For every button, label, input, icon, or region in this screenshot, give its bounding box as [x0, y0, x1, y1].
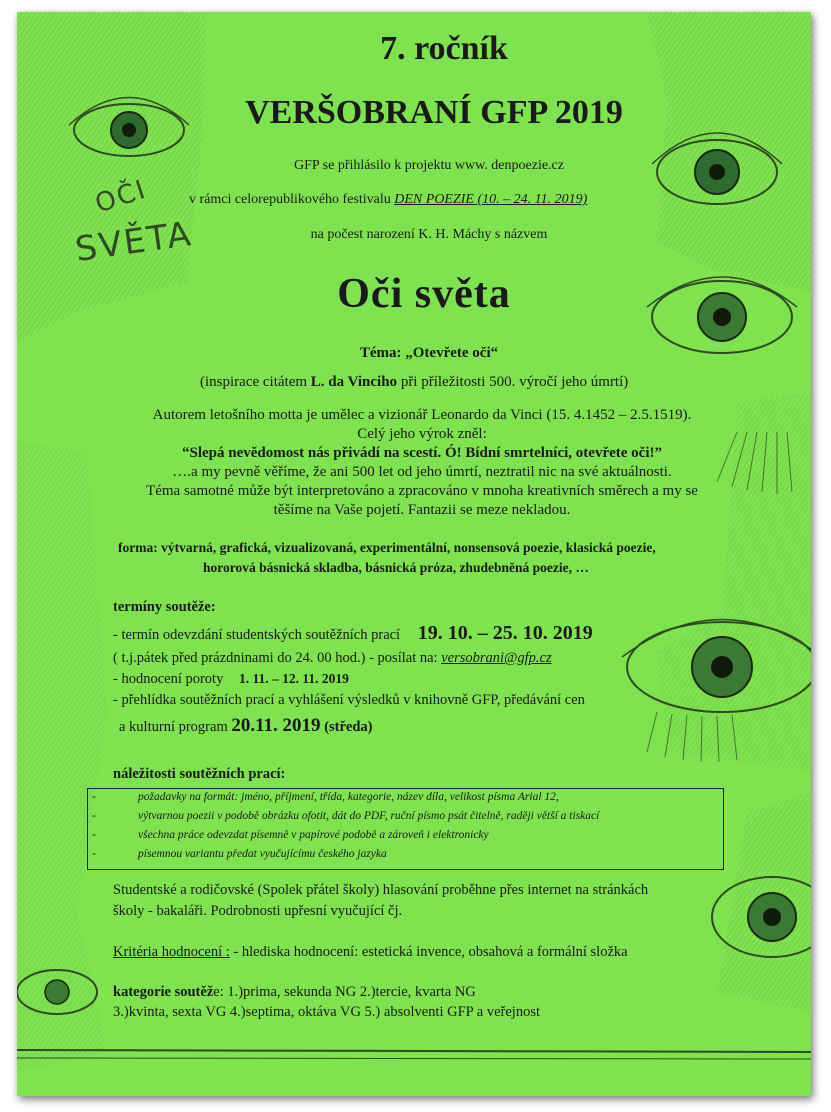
categories-label: kategorie soutěž: [113, 984, 214, 1000]
requirements-heading: náležitosti soutěžních prací:: [113, 766, 286, 782]
intro-line-2-prefix: v rámci celorepublikového festivalu: [189, 192, 395, 207]
den-poezie-link[interactable]: DEN POEZIE (10. – 24. 11. 2019): [394, 192, 588, 207]
term-jury-label: - hodnocení poroty: [113, 671, 224, 687]
term-submission-label: - termín odevzdání studentských soutěžních prací: [113, 627, 401, 643]
requirement-text: všechna práce odevzdat písemně v papírové podobě a zároveň i elektronicky: [138, 829, 489, 841]
terms-heading: termíny soutěže:: [113, 599, 216, 615]
forma-line-2: hororová básnická skladba, básnická próza, zhudebněná poezie, …: [203, 560, 589, 575]
intro-line-2: [189, 192, 587, 208]
paragraph-line-4: ….a my pevně věříme, že ani 500 let od jeho úmrtí, neztratil nic na své aktuálnosti.: [172, 464, 672, 480]
categories-first-group: e: 1.)prima, sekunda NG 2.)tercie, kvarta NG: [213, 984, 476, 1000]
paragraph-line-1: Autorem letošního motta je umělec a vizionář Leonardo da Vinci (15. 4.1452 – 2.5.1519).: [152, 407, 692, 423]
inspiration-suffix: při příležitosti 500. výročí jeho úmrtí): [397, 374, 629, 390]
leonardo-quote: “Slepá nevědomost nás přivádí na scestí. Ó! Bídní smrtelníci, otevřete oči!”: [182, 445, 662, 461]
paragraph-line-2: Celý jeho výrok zněl:: [357, 426, 487, 442]
term-showcase: - přehlídka soutěžních prací a vyhlášení výsledků v knihovně GFP, předávání cen: [113, 692, 585, 708]
term-send: [113, 650, 552, 667]
requirement-text: požadavky na formát: jméno, příjmení, třída, kategorie, název díla, velikost písma Arial 12,: [138, 791, 559, 803]
forma-line-1: forma: výtvarná, grafická, vizualizovaná, experimentální, nonsensová poezie, klasická poezie,: [118, 540, 656, 555]
requirement-dash: -: [92, 791, 96, 803]
collage-word-sveta: SVĚTA: [72, 214, 195, 270]
requirement-text: výtvarnou poezii v podobě obrázku ofotit, dát do PDF, ruční písmo psát čitelně, raději větší a tiskací: [138, 810, 600, 822]
criteria-line: [113, 944, 628, 961]
main-title: Oči světa: [337, 271, 511, 317]
intro-line-3: na počest narození K. H. Máchy s názvem: [310, 227, 548, 242]
term-jury: [113, 671, 349, 688]
collage-word-oci: OČI: [91, 174, 151, 220]
term-program-date: 20.11. 2019: [231, 715, 321, 736]
intro-line-1: GFP se přihlásilo k projektu www. denpoezie.cz: [294, 158, 564, 173]
paragraph-line-6: těšíme na Vaše pojetí. Fantazii se meze nekladou.: [273, 502, 571, 518]
term-program: [119, 715, 373, 737]
inspiration-name: L. da Vinciho: [310, 374, 398, 390]
requirements-box: [87, 788, 724, 870]
term-program-prefix: a kulturní program: [119, 719, 232, 735]
inspiration-prefix: (inspirace citátem: [200, 374, 311, 390]
term-jury-dates: 1. 11. – 12. 11. 2019: [238, 671, 349, 686]
paragraph-line-5: Téma samotné může být interpretováno a zpracováno v mnoha kreativních směrech a my se: [146, 483, 698, 499]
page-title: VERŠOBRANÍ GFP 2019: [245, 94, 623, 131]
poster-sheet: [17, 12, 811, 1096]
term-submission-dates: 19. 10. – 25. 10. 2019: [417, 622, 593, 644]
term-program-day: (středa): [320, 719, 373, 735]
criteria-text: - hlediska hodnocení: estetická invence, obsahová a formální složka: [229, 944, 628, 960]
categories-line-2: 3.)kvinta, sexta VG 4.)septima, oktáva VG 5.) absolventi GFP a veřejnost: [113, 1004, 541, 1020]
criteria-label: Kritéria hodnocení :: [113, 944, 230, 960]
voting-line-2: školy - bakaláři. Podrobnosti upřesní vyučující čj.: [113, 903, 403, 919]
requirement-dash: -: [92, 829, 96, 841]
email-link[interactable]: versobrani@gfp.cz: [441, 650, 552, 666]
edition-heading: 7. ročník: [380, 30, 508, 67]
term-submission: [113, 622, 593, 645]
voting-line-1: Studentské a rodičovské (Spolek přátel školy) hlasování proběhne přes internet na stránkách: [113, 882, 649, 898]
requirement-text: písemnou variantu předat vyučujícímu českého jazyka: [138, 848, 387, 860]
requirement-dash: -: [92, 810, 96, 822]
theme-line: Téma: „Otevřete oči“: [359, 345, 499, 361]
term-send-label: ( t.j.pátek před prázdninami do 24. 00 hod.) - posílat na:: [113, 650, 442, 666]
requirement-dash: -: [92, 848, 96, 860]
categories-line-1: [113, 984, 476, 1001]
inspiration-line: [200, 374, 628, 391]
